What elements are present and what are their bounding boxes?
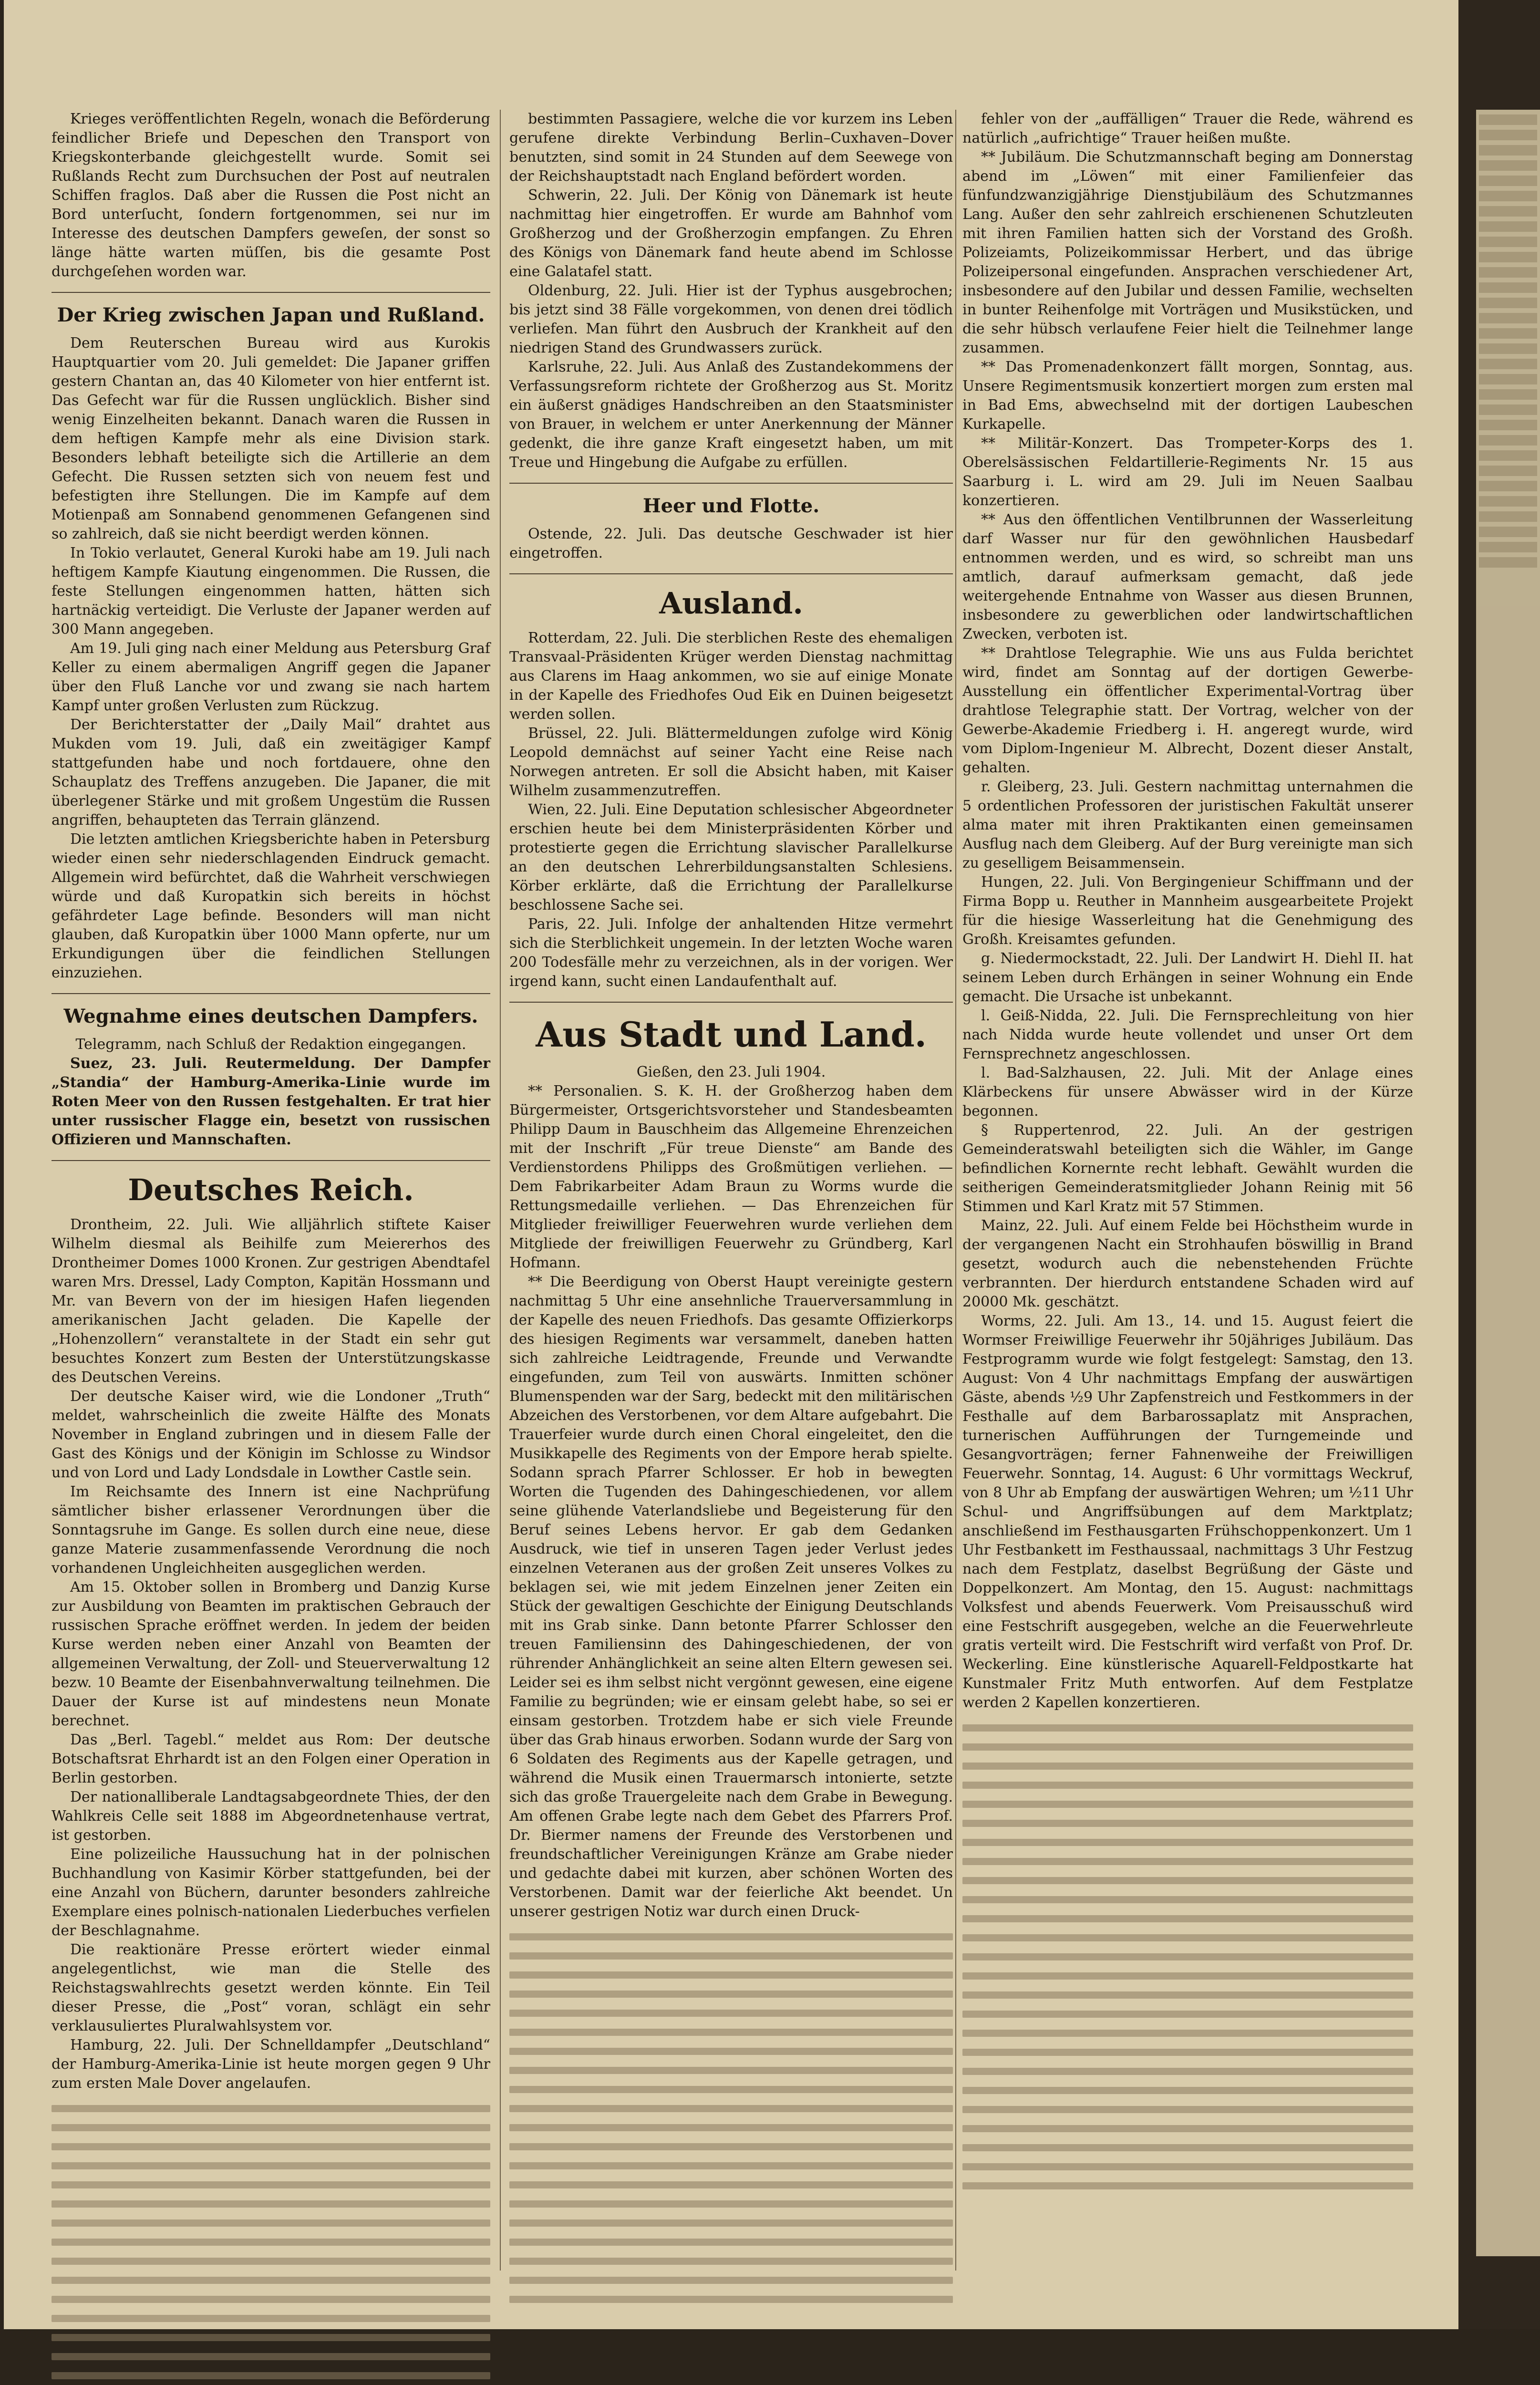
local-paragraph: § Ruppertenrod, 22. Juli. An der gestrigen Gemeinderatswahl beteiligten sich die Wähler, im Gange befindlichen Kornernte recht lebhaft. Gewählt wurden die seitherigen Gemeinderatsmitglieder Johann Reinig mit 56 Stimmen und Karl Kratz mit 57 Stimmen. [962, 1121, 1413, 1216]
local-paragraph: l. Geiß-Nidda, 22. Juli. Die Fernsprechleitung von hier nach Nidda wurde heute vollendet und unser Ort dem Fernsprechnetz angeschlossen. [962, 1006, 1413, 1064]
krieg-paragraph: Die letzten amtlichen Kriegsberichte haben in Petersburg wieder einen sehr niederschlagenden Eindruck gemacht. Allgemein wird befürchtet, daß die Wahrheit verschwiegen würde und daß Kuropatkin sich bereits in höchst gefährdeter Lage befinde. Besonders will man nicht glauben, daß Kuropatkin über 1000 Mann opferte, nur um Erkundigungen über die feindlichen Stellungen einzuziehen. [52, 830, 490, 983]
news-paragraph: Oldenburg, 22. Juli. Hier ist der Typhus ausgebrochen; bis jetzt sind 38 Fälle vorgekommen, von denen drei tödlich verliefen. Man führt den Ausbruch der Krankheit auf den niedrigen Stand des Grundwassers zurück. [509, 281, 953, 358]
reich-paragraph: Im Reichsamte des Innern ist eine Nachprüfung sämtlicher bisher erlassener Verordnungen über die Sonntagsruhe im Gange. Es sollen durch eine neue, diese ganze Materie zusammenfassende Verordnung die noch vorhandenen Ungleichheiten ausgeglichen werden. [52, 1483, 490, 1578]
article-continuation: Krieges veröffentlichten Regeln, wonach die Beförderung feindlicher Briefe und Depeschen den Transport von Kriegskonterbande gleichgestellt wurde. Somit sei Rußlands Recht zum Durchsuchen der Post auf neutralen Schiffen fraglos. Daß aber die Russen die Post nicht an Bord unterſucht, ſondern fortgenommen, sei nur im Interesse des deutschen Dampfers geweſen, der sonst so länge hätte warten müſſen, bis die gesamte Post durchgeſehen worden war. [52, 110, 490, 281]
telegram-note: Telegramm, nach Schluß der Redaktion eingegangen. [52, 1035, 490, 1054]
divider [52, 292, 490, 293]
local-paragraph: ** Jubiläum. Die Schutzmannschaft beging am Donnerstag abend im „Löwen“ mit einer Familienfeier das fünfundzwanzigjährige Dienstjubiläum des Schutzmannes Lang. Außer den sehr zahlreich erschienenen Schutzleuten mit ihren Familien hatten sich der Vorstand des Großh. Polizeiamts, Polizeikommissar Herbert, und das übrige Polizeipersonal eingefunden. Ansprachen verschiedener Art, insbesondere auf den Jubilar und dessen Familie, wechselten in bunter Reihenfolge mit Vorträgen und Musikstücken, und die sehr hübsch verlaufene Feier hielt die Teilnehmer lange zusammen. [962, 148, 1413, 358]
local-paragraph: Hungen, 22. Juli. Von Bergingenieur Schiffmann und der Firma Bopp u. Reuther in Mannheim ausgearbeitete Projekt für die hiesige Wasserleitung hat die Genehmigung des Großh. Kreisamtes gefunden. [962, 873, 1413, 949]
local-paragraph: Worms, 22. Juli. Am 13., 14. und 15. August feiert die Wormser Freiwillige Feuerwehr ihr 50jähriges Jubiläum. Das Festprogramm wurde wie folgt festgelegt: Samstag, den 13. August: Von 4 Uhr nachmittags Empfang der auswärtigen Gäste, abends ½9 Uhr Zapfenstreich und Festkommers in der Festhalle auf dem Barbarossaplatz mit Ansprachen, turnerischen Aufführungen der Turngemeinde und Gesangvorträgen; ferner Fahnenweihe der Freiwilligen Feuerwehr. Sonntag, 14. August: 6 Uhr vormittags Weckruf, von 8 Uhr ab Empfang der auswärtigen Wehren; um ½11 Uhr Schul- und Angriffsübungen auf dem Marktplatz; anschließend im Festhausgarten Frühschoppenkonzert. Um 1 Uhr Festbankett im Festhaussaal, nachmittags 3 Uhr Festzug nach dem Festplatz, daselbst Begrüßung der Gäste und Doppelkonzert. Am Montag, den 15. August: nachmittags Volksfest und abends Feuerwerk. Vom Preisausschuß wird eine Festschrift ausgegeben, welche an die Feuerwehrleute gratis verteilt wird. Die Festschrift wird verfaßt von Prof. Dr. Weckerling. Eine künstlerische Aquarell-Feldpostkarte hat Kunstmaler Fritz Muth entworfen. Auf dem Festplatze werden 2 Kapellen konzertieren. [962, 1312, 1413, 1712]
local-paragraph: g. Niedermockstadt, 22. Juli. Der Landwirt H. Diehl II. hat seinem Leben durch Erhängen in seiner Wohnung ein Ende gemacht. Die Ursache ist unbekannt. [962, 949, 1413, 1006]
ausland-paragraph: Wien, 22. Juli. Eine Deputation schlesischer Abgeordneter erschien heute bei dem Ministerpräsidenten Körber und protestierte gegen die Errichtung slavischer Parallelkurse an den deutschen Lehrerbildungsanstalten Schlesiens. Körber erklärte, daß die Errichtung der Parallelkurse beschlossene Sache sei. [509, 800, 953, 915]
local-paragraph: fehler von der „auffälligen“ Trauer die Rede, während es natürlich „aufrichtige“ Trauer heißen mußte. [962, 110, 1413, 148]
section-title-deutsches-reich: Deutsches Reich. [52, 1172, 490, 1209]
illegible-text-lines [509, 1933, 953, 2303]
section-title-stadt-land: Aus Stadt und Land. [509, 1013, 953, 1056]
reich-paragraph: Am 15. Oktober sollen in Bromberg und Danzig Kurse zur Ausbildung von Beamten im praktischen Gebrauch der russischen Sprache eröffnet werden. In jedem der beiden Kurse werden neben einer Anzahl von Beamten der allgemeinen Verwaltung, der Zoll- und Steuerverwaltung 12 bezw. 10 Beamte der Eisenbahnverwaltung teilnehmen. Die Dauer der Kurse ist auf mindestens neun Monate berechnet. [52, 1578, 490, 1731]
illegible-text-lines [52, 2105, 490, 2385]
local-paragraph: ** Drahtlose Telegraphie. Wie uns aus Fulda berichtet wird, findet am Sonntag auf der dortigen Gewerbe-Ausstellung ein öffentlicher Experimental-Vortrag über drahtlose Telegraphie statt. Der Vortrag, welcher von der Gewerbe-Akademie Friedberg i. H. angeregt wurde, wird vom Diplom-Ingenieur M. Albrecht, Dozent dieser Anstalt, gehalten. [962, 644, 1413, 778]
reich-paragraph: Hamburg, 22. Juli. Der Schnelldampfer „Deutschland“ der Hamburg-Amerika-Linie ist heute morgen gegen 9 Uhr zum ersten Male Dover angelaufen. [52, 2036, 490, 2093]
stadt-paragraph: ** Die Beerdigung von Oberst Haupt vereinigte gestern nachmittag 5 Uhr eine ansehnliche Trauerversammlung in der Kapelle des neuen Friedhofs. Das gesamte Offizierkorps des hiesigen Regiments war versammelt, daneben hatten sich zahlreiche Leidtragende, Freunde und Verwandte eingefunden, zum Teil von auswärts. Inmitten schöner Blumenspenden war der Sarg, bedeckt mit den militärischen Abzeichen des Verstorbenen, vor dem Altare aufgebahrt. Die Trauerfeier wurde durch einen Choral eingeleitet, den die Musikkapelle des Regiments von der Empore herab spielte. Sodann sprach Pfarrer Schlosser. Er hob in bewegten Worten die Tugenden des Dahingeschiedenen, vor allem seine glühende Vaterlandsliebe und Begeisterung für den Beruf seines Lebens hervor. Er gab dem Gedanken Ausdruck, wie tief in unseren Tagen jeder Verlust jedes einzelnen Veteranen aus der großen Zeit unseres Volkes zu beklagen sei, wie mit jedem Einzelnen jener Zeiten ein Stück der gewaltigen Geschichte der Einigung Deutschlands mit ins Grab sinke. Dann betonte Pfarrer Schlosser den treuen Familiensinn des Dahingeschiedenen, der von rührender Anhänglichkeit an seine alten Eltern gewesen sei. Leider sei es ihm selbst nicht vergönnt gewesen, eine eigene Familie zu begründen; wie er einsam gelebt habe, so sei er einsam gestorben. Trotzdem habe er sich viele Freunde über das Grab hinaus erworben. Sodann wurde der Sarg von 6 Soldaten des Regiments aus der Kapelle getragen, und während die Musik einen Trauermarsch intonierte, setzte sich das große Trauergeleite nach dem Grabe in Bewegung. Am offenen Grabe legte nach dem Gebet des Pfarrers Prof. Dr. Biermer namens der Freunde des Verstorbenen und freundschaftlicher Vereinigungen Kränze am Grabe nieder und gedachte dabei mit kurzen, aber schönen Worten des Verstorbenen. Damit war der feierliche Akt beendet. Un unserer gestrigen Notiz war durch einen Druck- [509, 1273, 953, 1921]
column-rule [955, 110, 956, 2271]
divider [509, 1002, 953, 1003]
column-3 [962, 110, 1413, 2201]
section-title-ausland: Ausland. [509, 585, 953, 622]
heer-report: Ostende, 22. Juli. Das deutsche Geschwader ist hier eingetroffen. [509, 525, 953, 563]
reich-paragraph: Der deutsche Kaiser wird, wie die Londoner „Truth“ meldet, wahrscheinlich die zweite Hälfte des Monats November in England zubringen und in diesem Falle der Gast des Königs und der Königin im Schlosse zu Windsor und von Lord und Lady Londsdale in Lowther Castle sein. [52, 1387, 490, 1483]
reich-paragraph: Der nationalliberale Landtagsabgeordnete Thies, der den Wahlkreis Celle seit 1888 im Abgeordnetenhause vertrat, ist gestorben. [52, 1788, 490, 1845]
section-title-heer-flotte: Heer und Flotte. [509, 494, 953, 518]
stadt-paragraph: ** Personalien. S. K. H. der Großherzog haben dem Bürgermeister, Ortsgerichtsvorsteher und Standesbeamten Philipp Daum in Bauschheim das Allgemeine Ehrenzeichen mit der Inschrift „Für treue Dienste“ am Bande des Verdienstordens Philipps des Großmütigen verliehen. — Dem Fabrikarbeiter Adam Braun zu Worms wurde die Rettungsmedaille verliehen. — Das Ehrenzeichen für Mitglieder freiwilliger Feuerwehren wurde verliehen dem Mitgliede der freiwilligen Feuerwehr zu Gründberg, Karl Hofmann. [509, 1082, 953, 1273]
local-paragraph: Mainz, 22. Juli. Auf einem Felde bei Höchstheim wurde in der vergangenen Nacht ein Strohhaufen böswillig in Brand gesetzt, wodurch auch die nebenstehenden Früchte verbrannten. Der hierdurch entstandene Schaden wird auf 20000 Mk. geschätzt. [962, 1216, 1413, 1312]
local-paragraph: l. Bad-Salzhausen, 22. Juli. Mit der Anlage eines Klärbeckens für unsere Abwässer wird in der Kürze begonnen. [962, 1064, 1413, 1121]
local-paragraph: ** Aus den öffentlichen Ventilbrunnen der Wasserleitung darf Wasser nur für den gewöhnlichen Hausbedarf entnommen werden, und es wird, so schreibt man uns amtlich, darauf aufmerksam gemacht, daß jede weitergehende Entnahme von Wasser aus diesen Brunnen, insbesondere zu gewerblichen oder landwirtschaftlichen Zwecken, verboten ist. [962, 510, 1413, 644]
reich-paragraph: Eine polizeiliche Haussuchung hat in der polnischen Buchhandlung von Kasimir Körber stattgefunden, bei der eine Anzahl von Büchern, darunter besonders zahlreiche Exemplare eines polnisch-nationalen Liederbuches verfielen der Beschlagnahme. [52, 1845, 490, 1940]
adjacent-page-strip [1476, 110, 1540, 2256]
local-paragraph: r. Gleiberg, 23. Juli. Gestern nachmittag unternahmen die 5 ordentlichen Professoren der juristischen Fakultät unserer alma mater mit ihren Praktikanten einen gemeinsamen Ausflug nach dem Gleiberg. Auf der Burg vereinigte man sich zu geselligem Beisammensein. [962, 778, 1413, 873]
section-title-wegnahme: Wegnahme eines deutschen Dampfers. [52, 1005, 490, 1028]
local-paragraph: ** Militär-Konzert. Das Trompeter-Korps des 1. Oberelsässischen Feldartillerie-Regiments Nr. 15 aus Saarburg i. L. wird am 29. Juli im Neuen Saalbau konzertieren. [962, 434, 1413, 510]
divider [52, 1160, 490, 1161]
divider [52, 993, 490, 994]
wegnahme-report: Suez, 23. Juli. Reutermeldung. Der Dampfer „Standia“ der Hamburg-Amerika-Linie wurde im Roten Meer von den Russen festgehalten. Er trat hier unter russischer Flagge ein, besetzt von russischen Offizieren und Mannschaften. [52, 1054, 490, 1150]
reich-paragraph: Das „Berl. Tagebl.“ meldet aus Rom: Der deutsche Botschaftsrat Ehrhardt ist an den Folgen einer Operation in Berlin gestorben. [52, 1731, 490, 1788]
news-paragraph: bestimmten Passagiere, welche die vor kurzem ins Leben gerufene direkte Verbindung Berlin–Cuxhaven–Dover benutzten, sind somit in 24 Stunden auf dem Seewege von der Reichshauptstadt nach England befördert worden. [509, 110, 953, 186]
krieg-paragraph: Der Berichterstatter der „Daily Mail“ drahtet aus Mukden vom 19. Juli, daß ein zweitägiger Kampf stattgefunden habe und noch fortdauere, ohne den Schauplatz des Treffens anzugeben. Die Japaner, die mit überlegener Stärke und mit großem Ungestüm die Russen angriffen, behaupteten das Terrain glänzend. [52, 716, 490, 830]
dateline: Gießen, den 23. Juli 1904. [509, 1063, 953, 1082]
ausland-paragraph: Rotterdam, 22. Juli. Die sterblichen Reste des ehemaligen Transvaal-Präsidenten Krüger werden Dienstag nachmittag aus Clarens im Haag ankommen, wo sie auf einige Monate in der Kapelle des Friedhofes Oud Eik en Duinen beigesetzt werden sollen. [509, 629, 953, 724]
krieg-paragraph: Am 19. Juli ging nach einer Meldung aus Petersburg Graf Keller zu einem abermaligen Angriff gegen die Japaner über den Fluß Lanche vor und zwang sie nach hartem Kampf unter großen Verlusten zum Rückzug. [52, 639, 490, 716]
ausland-paragraph: Brüssel, 22. Juli. Blättermeldungen zufolge wird König Leopold demnächst auf seiner Yacht eine Reise nach Norwegen antreten. Er soll die Absicht haben, mit Kaiser Wilhelm zusammenzutreffen. [509, 724, 953, 800]
krieg-paragraph: Dem Reuterschen Bureau wird aus Kurokis Hauptquartier vom 20. Juli gemeldet: Die Japaner griffen gestern Chantan an, das 40 Kilometer von hier entfernt ist. Das Gefecht war für die Russen unglücklich. Bisher sind wenig Einzelheiten bekannt. Danach waren die Russen in dem heftigen Kampfe mehr als eine Division stark. Besonders lebhaft beteiligte sich die Artillerie an dem Gefecht. Die Russen setzten sich von neuem fest und befestigten ihre Stellungen. Die im Kampfe auf dem Motienpaß am Sonnabend genommenen Gefangenen sind so zahlreich, daß sie nicht beerdigt werden können. [52, 334, 490, 544]
column-1 [52, 110, 490, 2385]
divider [509, 573, 953, 574]
ausland-paragraph: Paris, 22. Juli. Infolge der anhaltenden Hitze vermehrt sich die Sterblichkeit ungemein. In der letzten Woche waren 200 Todesfälle mehr zu verzeichnen, als in der vorigen. Wer irgend kann, sucht einen Landaufenthalt auf. [509, 915, 953, 991]
reich-paragraph: Die reaktionäre Presse erörtert wieder einmal angelegentlichst, wie man die Stelle des Reichstagswahlrechts gesetzt werden könnte. Ein Teil dieser Presse, die „Post“ voran, schlägt ein sehr verklausuliertes Pluralwahlsystem vor. [52, 1940, 490, 2036]
column-rule [500, 110, 501, 2271]
local-paragraph: ** Das Promenadenkonzert fällt morgen, Sonntag, aus. Unsere Regimentsmusik konzertiert morgen zum ersten mal in Bad Ems, abwechselnd mit der dortigen Laubeschen Kurkapelle. [962, 358, 1413, 434]
newspaper-page [4, 0, 1458, 2329]
illegible-text-lines [962, 1724, 1413, 2189]
reich-paragraph: Drontheim, 22. Juli. Wie alljährlich stiftete Kaiser Wilhelm diesmal als Beihilfe zum Meiererhos des Drontheimer Domes 1000 Kronen. Zur gestrigen Abendtafel waren Mrs. Dressel, Lady Compton, Kapitän Hossmann und Mr. van Bevern von der im hiesigen Hafen liegenden amerikanischen Jacht geladen. Die Kapelle der „Hohenzollern“ veranstaltete in der Stadt ein sehr gut besuchtes Konzert zum Besten der Unterstützungskasse des Deutschen Vereins. [52, 1215, 490, 1387]
divider [509, 483, 953, 484]
column-2 [509, 110, 953, 2315]
news-paragraph: Karlsruhe, 22. Juli. Aus Anlaß des Zustandekommens der Verfassungsreform richtete der Großherzog aus St. Moritz ein äußerst gnädiges Handschreiben an den Staatsminister von Brauer, in welchem er unter Anerkennung der Männer gedenkt, die ihre ganze Kraft eingesetzt haben, um mit Treue und Hingebung die Aufgabe zu erfüllen. [509, 358, 953, 472]
news-paragraph: Schwerin, 22. Juli. Der König von Dänemark ist heute nachmittag hier eingetroffen. Er wurde am Bahnhof vom Großherzog und der Großherzogin empfangen. Zu Ehren des Königs von Dänemark fand heute abend im Schlosse eine Galatafel statt. [509, 186, 953, 281]
krieg-paragraph: In Tokio verlautet, General Kuroki habe am 19. Juli nach heftigem Kampfe Kiautung eingenommen. Die Russen, die feste Stellungen eingenommen hatten, hätten sich hartnäckig verteidigt. Die Verluste der Japaner werden auf 300 Mann angegeben. [52, 544, 490, 639]
section-title-krieg: Der Krieg zwischen Japan und Rußland. [52, 303, 490, 327]
